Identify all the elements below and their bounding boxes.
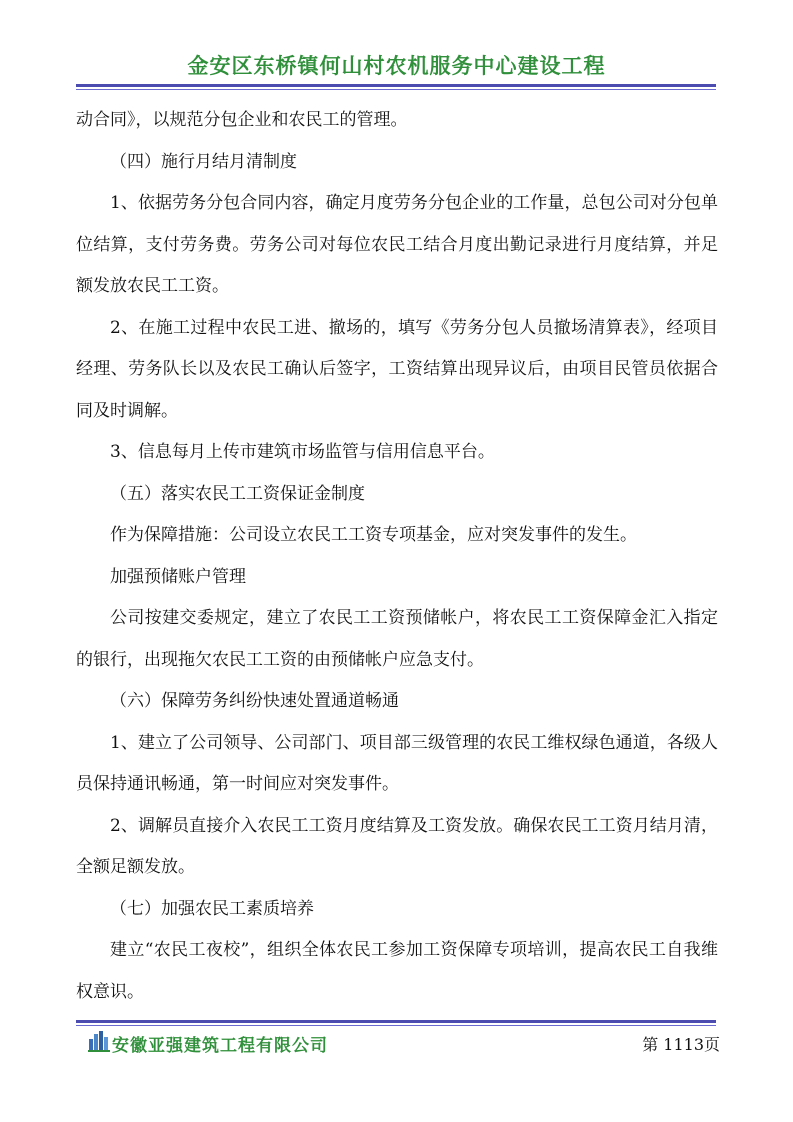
- section-heading-4: （四）施行月结月清制度: [110, 151, 297, 172]
- paragraph: 1、依据劳务分包合同内容，确定月度劳务分包企业的工作量，总包公司对分包单位结算，支付劳务费。劳务公司对每位农民工结合月度出勤记录进行月度结算，并足额发放农民工工资。: [76, 193, 718, 296]
- page-footer: [88, 1030, 720, 1056]
- page-header-title: 金安区东桥镇何山村农机服务中心建设工程: [187, 54, 606, 78]
- paragraph: 2、在施工过程中农民工进、撤场的，填写《劳务分包人员撤场清算表》，经项目经理、劳务队长以及农民工确认后签字，工资结算出现异议后，由项目民管员依据合同及时调解。: [76, 317, 718, 421]
- header-rule-thin: [76, 89, 716, 90]
- paragraph: 2、调解员直接介入农民工工资月度结算及工资发放。确保农民工工资月结月清，全额足额发放。: [76, 815, 718, 877]
- section-heading-5: （五）落实农民工工资保证金制度: [110, 483, 365, 504]
- paragraph: 1、建立了公司领导、公司部门、项目部三级管理的农民工维权绿色通道，各级人员保持通讯畅通，第一时间应对突发事件。: [76, 732, 718, 794]
- paragraph: 公司按建交委规定，建立了农民工工资预储帐户，将农民工工资保障金汇入指定的银行，出现拖欠农民工工资的由预储帐户应急支付。: [76, 608, 718, 670]
- paragraph: 3、信息每月上传市建筑市场监管与信用信息平台。: [110, 442, 495, 462]
- paragraph: 作为保障措施：公司设立农民工工资专项基金，应对突发事件的发生。: [110, 525, 637, 545]
- header-rule: [76, 84, 716, 87]
- building-logo-icon: [88, 1030, 110, 1052]
- section-heading-6: （六）保障劳务纠纷快速处置通道畅通: [110, 691, 399, 711]
- footer-rule: [76, 1020, 716, 1023]
- paragraph-continuation: 动合同》，以规范分包企业和农民工的管理。: [76, 110, 408, 130]
- document-body: [76, 100, 718, 1013]
- paragraph: 加强预储账户管理: [110, 566, 246, 587]
- page-number: 第 1113页: [642, 1035, 720, 1054]
- footer-rule-thin: [76, 1025, 716, 1026]
- company-name: 安徽亚强建筑工程有限公司: [112, 1036, 328, 1056]
- paragraph: 建立“农民工夜校”，组织全体农民工参加工资保障专项培训，提高农民工自我维权意识。: [76, 940, 718, 1002]
- section-heading-7: （七）加强农民工素质培养: [110, 898, 314, 919]
